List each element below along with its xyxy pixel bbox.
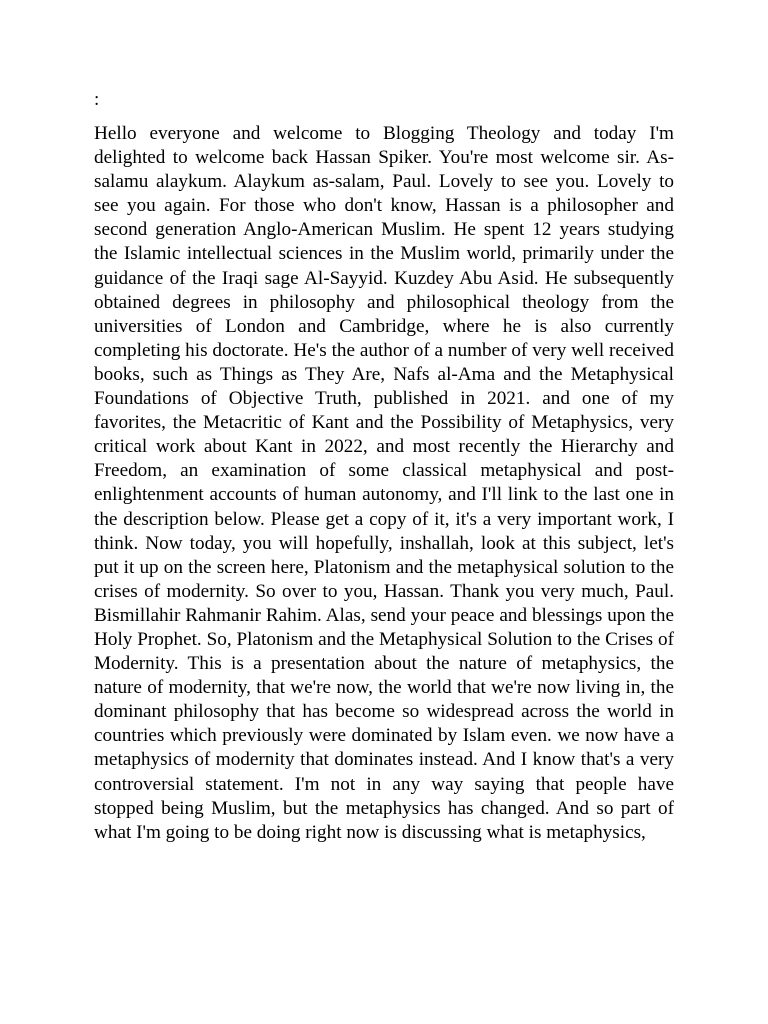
document-heading: : <box>94 89 100 110</box>
transcript-paragraph: Hello everyone and welcome to Blogging Theology and today I'm delighted to welcome back Hassan Spiker. You're most welcome sir. As-salamu alaykum. Alaykum as-salam, Paul. Lovely to see you. Lovely to see you again. For those who don't know, Hassan is a philosopher and second generation Anglo-American Muslim. He spent 12 years studying the Islamic intellectual sciences in the Muslim world, primarily under the guidance of the Iraqi sage Al-Sayyid. Kuzdey Abu Asid. He subsequently obtained degrees in philosophy and philosophical theology from the universities of London and Cambridge, where he is also currently completing his doctorate. He's the author of a number of very well received books, such as Things as They Are, Nafs al-Ama and the Metaphysical Foundations of Objective Truth, published in 2021. and one of my favorites, the Metacritic of Kant and the Possibility of Metaphysics, very critical work about Kant in 2022, and most recently the Hierarchy and Freedom, an examination of some classical metaphysical and post-enlightenment accounts of human autonomy, and I'll link to the last one in the description below. Please get a copy of it, it's a very important work, I think. Now today, you will hopefully, inshallah, look at this subject, let's put it up on the screen here, Platonism and the metaphysical solution to the crises of modernity. So over to you, Hassan. Thank you very much, Paul. Bismillahir Rahmanir Rahim. Alas, send your peace and blessings upon the Holy Prophet. So, Platonism and the Metaphysical Solution to the Crises of Modernity. This is a presentation about the nature of metaphysics, the nature of modernity, that we're now, the world that we're now living in, the dominant philosophy that has become so widespread across the world in countries which previously were dominated by Islam even. we now have a metaphysics of modernity that dominates instead. And I know that's a very controversial statement. I'm not in any way saying that people have stopped being Muslim, but the metaphysics has changed. And so part of what I'm going to be doing right now is discussing what is metaphysics, <box>94 123 674 843</box>
